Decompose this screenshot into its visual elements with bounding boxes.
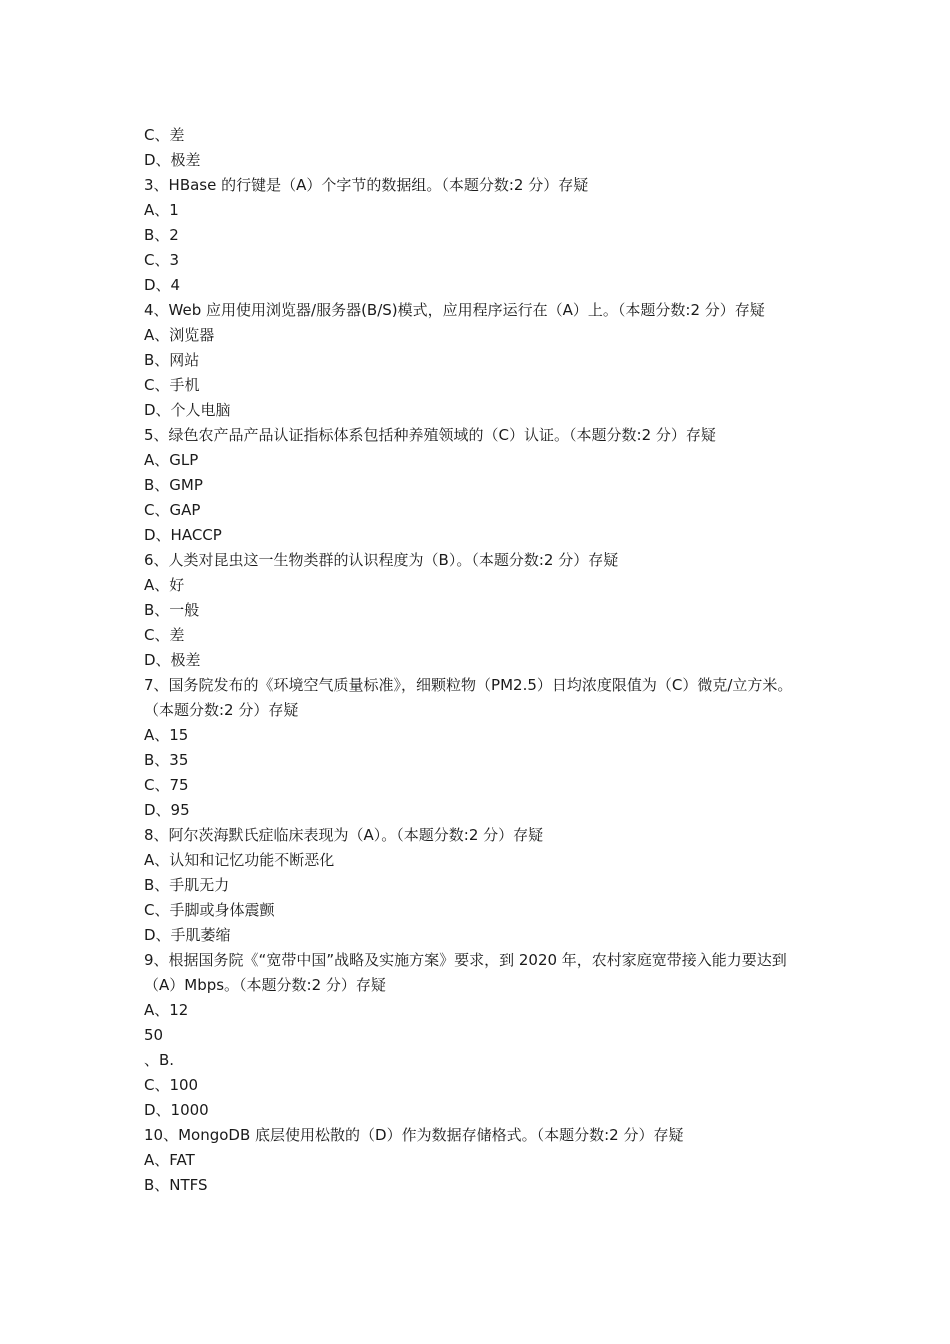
option-line: D、极差 [144,151,201,169]
option-line: C、差 [144,126,185,144]
option-line: C、75 [144,776,189,794]
question-text-body [144,123,804,1198]
option-line: C、手脚或身体震颤 [144,901,275,919]
question-line: 5、绿色农产品产品认证指标体系包括种养殖领域的（C）认证。（本题分数:2 分）存疑 [144,426,716,444]
option-line: B、网站 [144,351,200,369]
option-line: A、GLP [144,451,199,469]
option-line: A、12 [144,1001,189,1019]
option-line: A、认知和记忆功能不断恶化 [144,851,335,869]
option-line: A、浏览器 [144,326,215,344]
option-line: D、4 [144,276,181,294]
option-line: A、15 [144,726,189,744]
option-line: A、FAT [144,1151,195,1169]
option-line: B、手肌无力 [144,876,230,894]
option-line: D、个人电脑 [144,401,231,419]
question-line: 6、人类对昆虫这一生物类群的认识程度为（B）。（本题分数:2 分）存疑 [144,551,619,569]
option-line: A、好 [144,576,185,594]
option-line: D、极差 [144,651,201,669]
option-line: C、100 [144,1076,199,1094]
question-line: 3、HBase 的行键是（A）个字节的数据组。（本题分数:2 分）存疑 [144,176,589,194]
option-line: 、B. [144,1051,175,1069]
option-line: B、GMP [144,476,203,494]
option-line: C、差 [144,626,185,644]
option-line: B、2 [144,226,179,244]
option-line: D、HACCP [144,526,222,544]
question-line: 8、阿尔茨海默氏症临床表现为（A）。（本题分数:2 分）存疑 [144,826,544,844]
option-line: C、GAP [144,501,201,519]
question-line: 10、MongoDB 底层使用松散的（D）作为数据存储格式。（本题分数:2 分）存疑 [144,1126,684,1144]
option-line: D、手肌萎缩 [144,926,231,944]
option-line: C、手机 [144,376,200,394]
option-line: C、3 [144,251,180,269]
option-line: D、1000 [144,1101,209,1119]
question-line: 7、国务院发布的《环境空气质量标准》，细颗粒物（PM2.5）日均浓度限值为（C）微克/立方米。（本题分数:2 分）存疑 [144,676,793,719]
option-line: 50 [144,1026,164,1044]
option-line: B、一般 [144,601,200,619]
option-line: A、1 [144,201,179,219]
option-line: D、95 [144,801,190,819]
question-line: 9、根据国务院《“宽带中国”战略及实施方案》要求，到 2020 年，农村家庭宽带接入能力要达到（A）Mbps。（本题分数:2 分）存疑 [144,951,787,994]
option-line: B、NTFS [144,1176,208,1194]
option-line: B、35 [144,751,189,769]
question-line: 4、Web 应用使用浏览器/服务器(B/S)模式，应用程序运行在（A）上。（本题分数:2 分）存疑 [144,301,765,319]
